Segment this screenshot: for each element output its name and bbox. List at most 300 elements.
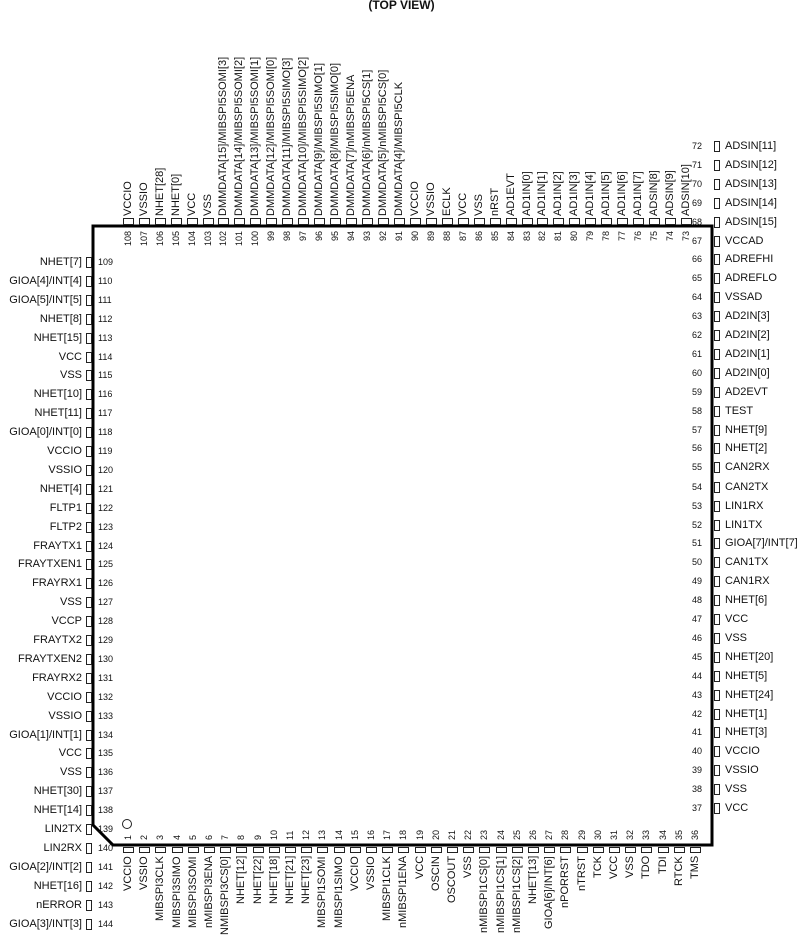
pin-label: GIOA[7]/INT[7] xyxy=(725,537,798,550)
pin-pad xyxy=(394,218,405,225)
pin-number: 127 xyxy=(98,597,114,608)
pin-label: TCK xyxy=(591,856,604,878)
pin-number: 50 xyxy=(692,557,703,568)
pin-pad xyxy=(714,311,720,322)
pin-label: ADSIN[11] xyxy=(725,140,777,152)
pin-number: 24 xyxy=(495,829,506,840)
pin-pad xyxy=(298,218,309,225)
pin-label: MIBSPI1CLK xyxy=(381,856,394,921)
pin-pad xyxy=(625,847,636,853)
pin-label: NHET[24] xyxy=(725,688,774,701)
pin-number: 119 xyxy=(98,446,113,456)
pin-pad xyxy=(714,425,720,436)
pin-pad xyxy=(560,847,571,853)
pin-pad xyxy=(553,218,564,225)
pin-pad xyxy=(86,692,92,703)
pin-number: 35 xyxy=(673,829,684,840)
pin-number: 43 xyxy=(692,689,703,700)
pin-label: VSS xyxy=(201,193,214,216)
pin-label: VCCIO xyxy=(47,690,82,703)
pin-label: FRAYRX2 xyxy=(32,671,82,684)
pin-label: VSS xyxy=(472,193,485,216)
pin-pad xyxy=(577,847,588,853)
pin-pad xyxy=(474,218,485,225)
pin-pad xyxy=(301,847,312,853)
pin-pad xyxy=(86,559,92,570)
pin-number: 60 xyxy=(692,367,703,378)
pin-label: ADSIN[9] xyxy=(664,170,677,216)
pin-number: 72 xyxy=(692,141,703,151)
pin-pad xyxy=(714,217,720,228)
pin-pad xyxy=(86,333,92,344)
pin-pad xyxy=(86,730,92,741)
pin-pad xyxy=(86,748,92,759)
pin-pad xyxy=(649,218,660,225)
pin-number: 132 xyxy=(98,691,114,702)
pin-number: 2 xyxy=(139,834,150,840)
pin-pad xyxy=(86,295,92,306)
pin-number: 99 xyxy=(266,231,277,242)
pin-number: 90 xyxy=(409,231,420,242)
pin-label: DMMDATA[14]/MIBSPI5SOMI[2] xyxy=(233,56,246,216)
pin-pad xyxy=(86,389,92,400)
pin-number: 108 xyxy=(122,231,133,247)
pin-number: 115 xyxy=(98,370,113,381)
pin-number: 104 xyxy=(186,231,197,247)
pin-label: DMMDATA[8]/MIBSPI5SIMO[0] xyxy=(329,62,342,216)
pin-label: NHET[9] xyxy=(725,423,768,436)
pin-number: 7 xyxy=(220,834,231,840)
pin-number: 10 xyxy=(268,829,279,840)
pin-pad xyxy=(714,557,720,568)
pin-number: 49 xyxy=(692,576,703,587)
pin-pad xyxy=(172,847,183,853)
pin-number: 69 xyxy=(692,197,703,208)
pin-label: ADSIN[12] xyxy=(725,158,777,171)
pin-number: 109 xyxy=(98,257,114,267)
pin-label: GIOA[2]/INT[2] xyxy=(9,860,82,873)
pin-pad xyxy=(86,276,92,287)
pin-number: 51 xyxy=(692,538,703,549)
pin-number: 81 xyxy=(553,231,564,242)
pin-label: NHET[21] xyxy=(284,856,296,905)
pin-label: DMMDATA[10]/MIBSPI5SIMO[2] xyxy=(297,56,310,216)
pin-label: VCCIO xyxy=(121,181,134,216)
pin-pad xyxy=(171,218,182,225)
pin-label: nERROR xyxy=(36,898,82,911)
pin-pad xyxy=(86,824,92,835)
pin-number: 67 xyxy=(692,235,703,246)
pin-label: DMMDATA[4]/MIBSPI5CLK xyxy=(392,81,405,216)
pin-number: 62 xyxy=(692,330,703,340)
pin-number: 13 xyxy=(317,829,328,840)
pin-label: CAN2TX xyxy=(725,480,769,493)
pin-label: VSSIO xyxy=(48,463,82,476)
pin-number: 83 xyxy=(521,231,532,242)
pin-label: VSS xyxy=(725,783,748,796)
pin-pad xyxy=(398,847,409,853)
pin-number: 75 xyxy=(649,231,660,242)
pin-label: nMIBSPI1CS[0] xyxy=(478,856,491,934)
pin-label: VCC xyxy=(58,747,82,760)
pin-pad xyxy=(86,919,92,930)
pin-pad xyxy=(512,847,523,853)
pin-pad xyxy=(155,218,166,225)
pin-pad xyxy=(714,443,720,454)
pin-label: GIOA[5]/INT[5] xyxy=(9,293,82,306)
pin-number: 101 xyxy=(234,231,245,247)
pin-pad xyxy=(282,218,293,225)
pin-number: 3 xyxy=(155,834,166,840)
pin-pad xyxy=(714,462,720,473)
pin-label: AD2IN[3] xyxy=(725,310,770,323)
pin-number: 140 xyxy=(98,842,114,853)
pin-pad xyxy=(266,218,277,225)
pin-pad xyxy=(86,597,92,608)
pin-number: 142 xyxy=(98,880,114,891)
pin-label: VCC xyxy=(725,613,749,625)
pin-label: VCC xyxy=(185,192,198,216)
pin-number: 63 xyxy=(692,311,703,322)
pin-number: 77 xyxy=(617,231,628,242)
pin-label: MIBSPI3SIMO xyxy=(170,856,183,928)
pin-label: nRST xyxy=(488,187,501,216)
pin-label: VCCP xyxy=(51,615,82,628)
pin-label: LIN2RX xyxy=(43,841,82,854)
pin-label: VCC xyxy=(725,802,749,814)
pin-label: VCC xyxy=(58,350,82,363)
pin-label: GIOA[3]/INT[3] xyxy=(9,917,82,930)
pin-number: 139 xyxy=(98,824,114,834)
pin-label: NHET[30] xyxy=(33,785,82,798)
pin-label: ECLK xyxy=(440,187,453,216)
pin-pad xyxy=(314,218,325,225)
pin-pad xyxy=(86,635,92,646)
pin-pad xyxy=(609,847,620,853)
pin-label: NHET[20] xyxy=(725,650,774,663)
pin-number: 113 xyxy=(98,332,113,343)
pin-label: nPORRST xyxy=(559,856,572,908)
pin-number: 82 xyxy=(537,231,548,242)
pin-label: AD1IN[5] xyxy=(600,171,613,216)
pin-pad xyxy=(86,541,92,552)
pin-pad xyxy=(714,538,720,549)
pin-label: NHET[11] xyxy=(34,407,82,420)
pin-pad xyxy=(203,218,214,225)
pin-pad xyxy=(463,847,474,853)
pin1-marker-icon xyxy=(122,819,132,829)
pin-pad xyxy=(714,273,720,284)
pin-number: 48 xyxy=(692,595,703,606)
pin-label: NHET[16] xyxy=(33,879,82,892)
pin-pad xyxy=(139,847,150,853)
pin-pad xyxy=(447,847,458,853)
pin-label: VCCIO xyxy=(725,745,760,758)
pin-pad xyxy=(714,179,720,190)
pin-pad xyxy=(714,292,720,303)
pin-number: 5 xyxy=(187,834,198,840)
pin-number: 59 xyxy=(692,386,703,397)
pin-number: 70 xyxy=(692,178,703,189)
pin-number: 106 xyxy=(154,231,165,247)
pin-number: 58 xyxy=(692,405,703,416)
pin-number: 21 xyxy=(447,829,457,840)
pin-label: VCCAD xyxy=(725,234,764,247)
pin-label: MIBSPI3SOMI xyxy=(186,856,199,928)
pin-pad xyxy=(426,218,437,225)
pin-number: 52 xyxy=(692,519,703,530)
pin-label: VSS xyxy=(725,631,748,644)
pin-number: 19 xyxy=(414,829,425,840)
pin-pad xyxy=(123,218,134,225)
pin-label: NHET[23] xyxy=(300,856,313,905)
pin-number: 89 xyxy=(425,231,436,242)
pin-label: AD1IN[7] xyxy=(632,171,645,216)
pin-number: 54 xyxy=(692,481,703,492)
pin-pad xyxy=(86,408,92,419)
pin-number: 8 xyxy=(236,834,247,840)
pin-label: DMMDATA[6]/nMIBSPI5CS[1] xyxy=(361,69,373,216)
pin-number: 30 xyxy=(592,829,603,840)
pin-number: 22 xyxy=(463,829,474,840)
pin-number: 114 xyxy=(98,351,113,362)
pin-label: VSSIO xyxy=(138,856,151,890)
pin-number: 17 xyxy=(382,829,393,840)
pin-label: NHET[6] xyxy=(725,594,768,607)
pin-pad xyxy=(714,236,720,247)
pin-pad xyxy=(330,218,341,225)
pin-pad xyxy=(714,482,720,493)
pin-label: DMMDATA[15]/MIBSPI5SOMI[3] xyxy=(217,56,230,216)
pin-number: 123 xyxy=(98,521,114,532)
pin-number: 107 xyxy=(138,231,149,247)
pin-label: NHET[5] xyxy=(725,669,768,682)
pin-label: VSS xyxy=(59,766,82,779)
pin-pad xyxy=(617,218,628,225)
pin-number: 105 xyxy=(170,231,181,247)
pin-label: AD1EVT xyxy=(504,173,517,216)
pin-label: LIN2TX xyxy=(44,823,82,835)
pin-label: NHET[28] xyxy=(153,167,166,216)
pin-label: FRAYTX2 xyxy=(33,634,82,646)
pin-pad xyxy=(86,900,92,911)
pin-number: 39 xyxy=(692,765,703,776)
pin-label: VSSIO xyxy=(48,709,82,722)
pin-pad xyxy=(593,847,604,853)
pin-pad xyxy=(714,690,720,701)
pin-label: nMIBSPI1CS[2] xyxy=(510,856,523,934)
pin-pad xyxy=(362,218,373,225)
pin-number: 42 xyxy=(692,708,703,719)
pin-pad xyxy=(431,847,442,853)
pin-label: TMS xyxy=(689,856,701,880)
pin-label: DMMDATA[9]/MIBSPI5SIMO[1] xyxy=(313,62,326,216)
pin-number: 47 xyxy=(692,614,703,624)
pin-number: 20 xyxy=(430,829,441,840)
pin-pad xyxy=(86,370,92,381)
pin-pad xyxy=(86,862,92,873)
pin-number: 117 xyxy=(98,408,113,419)
pin-label: AD2IN[2] xyxy=(725,329,770,341)
pin-number: 33 xyxy=(641,829,652,840)
pin-number: 134 xyxy=(98,729,114,740)
pin-label: nTRST xyxy=(575,856,588,891)
pin-label: CAN1TX xyxy=(725,556,769,569)
pin-number: 128 xyxy=(98,616,114,627)
pin-label: VCCIO xyxy=(408,181,421,216)
pin-number: 100 xyxy=(250,231,261,247)
pin-pad xyxy=(714,330,720,341)
pin-label: NHET[3] xyxy=(725,726,768,739)
pin-pad xyxy=(665,218,676,225)
pin-pad xyxy=(86,843,92,854)
pin-number: 32 xyxy=(625,829,636,840)
pin-label: VCC xyxy=(456,192,469,216)
pin-pad xyxy=(714,387,720,398)
pin-label: NHET[22] xyxy=(251,856,264,905)
pin-pad xyxy=(658,847,669,853)
pin-label: ADREFHI xyxy=(725,253,774,266)
pin-label: FRAYTXEN2 xyxy=(18,652,82,665)
pin-pad xyxy=(714,803,720,814)
pin-number: 29 xyxy=(576,829,587,840)
pin-pad xyxy=(714,671,720,682)
pin-number: 84 xyxy=(505,231,516,242)
pin-pad xyxy=(641,847,652,853)
pin-pad xyxy=(250,218,261,225)
pin-number: 44 xyxy=(692,670,703,681)
pin-number: 65 xyxy=(692,273,703,284)
pin-pad xyxy=(86,314,92,325)
pin-number: 87 xyxy=(457,231,468,242)
pin-pad xyxy=(714,595,720,606)
pin-pad xyxy=(86,352,92,363)
pin-pad xyxy=(86,654,92,665)
pin-pad xyxy=(714,614,720,625)
pin-label: nMIBSPI1ENA xyxy=(397,856,410,929)
pin-pad xyxy=(155,847,166,853)
pin-label: VSSAD xyxy=(725,291,763,304)
pin-number: 122 xyxy=(98,502,114,513)
pin-label: TDI xyxy=(656,856,669,874)
pin-number: 15 xyxy=(349,829,360,840)
pin-number: 4 xyxy=(171,834,182,840)
pin-label: DMMDATA[13]/MIBSPI5SOMI[1] xyxy=(249,56,262,216)
pin-pad xyxy=(410,218,421,225)
pin-pad xyxy=(479,847,490,853)
pin-number: 111 xyxy=(98,294,112,305)
pin-pad xyxy=(714,727,720,738)
pin-pad xyxy=(86,465,92,476)
pin-label: NHET[14] xyxy=(33,804,82,817)
pin-label: NHET[4] xyxy=(39,482,82,495)
pin-number: 38 xyxy=(692,784,703,795)
pin-label: VSSIO xyxy=(424,182,437,216)
pin-label: GIOA[6]/INT[6] xyxy=(543,856,556,929)
pin-label: FRAYTX1 xyxy=(33,539,82,552)
pin-number: 130 xyxy=(98,653,114,664)
pin-number: 143 xyxy=(98,899,114,910)
pin-pad xyxy=(714,198,720,209)
pin-label: VCCIO xyxy=(47,445,82,457)
pin-label: OSCOUT xyxy=(446,856,458,904)
pin-label: NHET[15] xyxy=(33,331,82,344)
pin-label: GIOA[0]/INT[0] xyxy=(9,426,82,439)
pin-pad xyxy=(86,484,92,495)
pin-number: 96 xyxy=(314,231,325,242)
pin-number: 116 xyxy=(98,389,113,400)
pin-pad xyxy=(285,847,296,853)
pin-label: GIOA[1]/INT[1] xyxy=(9,728,82,741)
pin-number: 133 xyxy=(98,710,114,721)
diagram-title: (TOP VIEW) xyxy=(368,0,435,12)
pin-number: 40 xyxy=(692,746,703,757)
pin-number: 85 xyxy=(489,231,500,242)
pin-label: VSSIO xyxy=(137,182,150,216)
pin-label: AD2IN[0] xyxy=(725,366,770,379)
pin-label: VSS xyxy=(59,596,82,609)
pin-number: 78 xyxy=(601,231,612,242)
pin-number: 141 xyxy=(98,861,114,872)
pin-pad xyxy=(220,847,231,853)
pin-number: 36 xyxy=(690,829,700,840)
pin-label: MIBSPI1SIMO xyxy=(332,856,345,928)
pin-label: NHET[10] xyxy=(33,388,82,401)
pin-label: AD2EVT xyxy=(725,385,768,398)
pin-pad xyxy=(236,847,247,853)
pin-label: AD1IN[2] xyxy=(552,171,565,216)
pin-label: AD1IN[6] xyxy=(616,171,629,216)
pin-label: NMIBSPI3CS[0] xyxy=(219,856,232,935)
pin-number: 91 xyxy=(393,231,404,242)
pin-number: 25 xyxy=(511,829,522,840)
pin-number: 37 xyxy=(692,803,703,813)
pin-pad xyxy=(253,847,264,853)
pin-label: NHET[2] xyxy=(725,442,768,455)
pin-pad xyxy=(714,765,720,776)
pin-label: FLTP1 xyxy=(49,501,82,514)
pin-label: GIOA[4]/INT[4] xyxy=(9,274,82,287)
pin-pad xyxy=(269,847,280,853)
pin-number: 103 xyxy=(202,231,213,247)
pin-pad xyxy=(86,805,92,816)
pin-label: LIN1TX xyxy=(725,518,763,531)
pin-pad xyxy=(86,578,92,589)
pin-pad xyxy=(188,847,199,853)
pin-pad xyxy=(681,218,692,225)
pin-number: 12 xyxy=(301,829,312,840)
pin-pad xyxy=(86,446,92,457)
pin-number: 6 xyxy=(204,834,214,840)
pin-pad xyxy=(86,881,92,892)
pin-pad xyxy=(350,847,361,853)
pin-pad xyxy=(123,847,134,853)
pin-label: AD1IN[1] xyxy=(536,171,549,216)
pin-number: 16 xyxy=(366,829,376,840)
pin-pad xyxy=(187,218,198,225)
pin-label: AD1IN[0] xyxy=(520,171,533,216)
pin-label: FLTP2 xyxy=(49,520,82,533)
pin-pad xyxy=(86,257,92,268)
pin-number: 136 xyxy=(98,767,114,778)
pin-pad xyxy=(86,503,92,514)
pin-label: AD1IN[3] xyxy=(568,171,581,216)
pin-pad xyxy=(86,767,92,778)
pin-number: 95 xyxy=(330,231,341,242)
pin-number: 80 xyxy=(569,231,580,242)
pin-pad xyxy=(537,218,548,225)
pin-pad xyxy=(633,218,644,225)
